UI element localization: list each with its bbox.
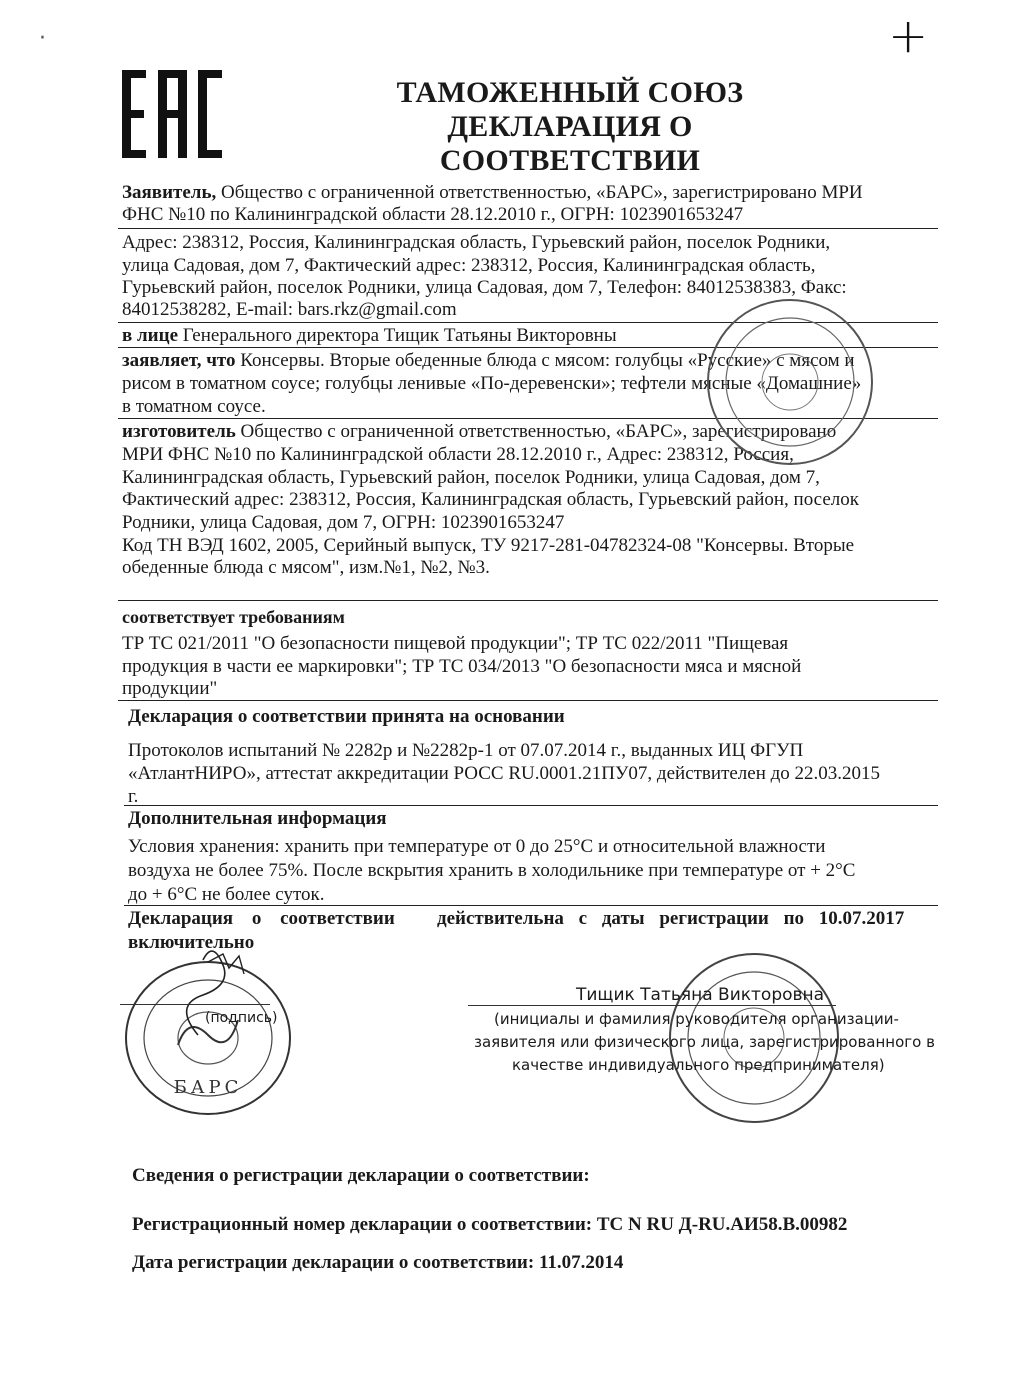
declaration-title: ДЕКЛАРАЦИЯ О СООТВЕТСТВИИ — [439, 110, 701, 177]
corner-mark: + — [888, 8, 929, 64]
signature-caption-2: заявителя или физического лица, зарегистрированного в — [474, 1033, 935, 1051]
rule — [124, 805, 938, 806]
eac-logo — [122, 70, 224, 158]
conforms-line-2: продукция в части ее маркировки"; ТР ТС 034/2013 "О безопасности мяса и мясной — [122, 656, 802, 677]
address-line-4: 84012538282, E-mail: bars.rkz@gmail.com — [122, 299, 457, 320]
declares-line-3: в томатном соусе. — [122, 396, 266, 417]
signature-caption-1: (инициалы и фамилия руководителя организации- — [494, 1010, 899, 1028]
applicant-stamp — [108, 950, 308, 1120]
rule — [118, 600, 938, 601]
product-code-line-2: обеденные блюда с мясом", изм.№1, №2, №3. — [122, 557, 490, 578]
address-line-2: улица Садовая, дом 7, Фактический адрес: 238312, Россия, Калининградская область, — [122, 255, 816, 276]
conforms-header: соответствует требованиям — [122, 607, 345, 627]
rule — [118, 228, 938, 229]
manufacturer-line-2: МРИ ФНС №10 по Калининградской области 28.12.2010 г., Адрес: 238312, Россия, — [122, 444, 794, 465]
signer-name: Тищик Татьяна Викторовна — [576, 985, 825, 1005]
validity-part-2: действительна с даты регистрации по 10.07.2017 — [437, 908, 905, 929]
declares-line-2: рисом в томатном соусе; голубцы ленивые «По-деревенски»; тефтели мясные «Домашние» — [122, 373, 862, 394]
additional-line-3: до + 6°С не более суток. — [128, 884, 325, 905]
registration-header: Сведения о регистрации декларации о соответствии: — [132, 1165, 590, 1186]
stamp-text: БАРС — [173, 1077, 243, 1098]
additional-header: Дополнительная информация — [128, 808, 387, 829]
rule — [124, 905, 938, 906]
basis-line-1: Протоколов испытаний № 2282р и №2282р-1 от 07.07.2014 г., выданных ИЦ ФГУП — [128, 740, 804, 761]
additional-line-1: Условия хранения: хранить при температуре от 0 до 25°С и относительной влажности — [128, 836, 826, 857]
applicant-line-2: ФНС №10 по Калининградской области 28.12.2010 г., ОГРН: 1023901653247 — [122, 204, 744, 225]
manufacturer-line-5: Родники, улица Садовая, дом 7, ОГРН: 1023901653247 — [122, 512, 565, 533]
applicant-stamp-top — [700, 292, 880, 472]
registration-number: Регистрационный номер декларации о соответствии: ТС N RU Д-RU.АИ58.В.00982 — [132, 1214, 848, 1235]
signature-line-left — [120, 1004, 270, 1005]
manufacturer-line-1: изготовитель Общество с ограниченной ответственностью, «БАРС», зарегистрировано — [122, 421, 837, 442]
conforms-line-1: ТР ТС 021/2011 "О безопасности пищевой продукции"; ТР ТС 022/2011 "Пищевая — [122, 633, 789, 654]
product-code-line-1: Код ТН ВЭД 1602, 2005, Серийный выпуск, ТУ 9217-281-04782324-08 "Консервы. Вторые — [122, 535, 855, 556]
conforms-line-3: продукции" — [122, 678, 218, 699]
additional-line-2: воздуха не более 75%. После вскрытия хранить в холодильнике при температуре от + 2°С — [128, 860, 856, 881]
registration-date: Дата регистрации декларации о соответствии: 11.07.2014 — [132, 1252, 624, 1273]
manufacturer-line-4: Фактический адрес: 238312, Россия, Калининградская область, Гурьевский район, поселок — [122, 489, 859, 510]
applicant-line-1: Заявитель, Общество с ограниченной ответственностью, «БАРС», зарегистрировано МРИ — [122, 182, 863, 203]
union-title: ТАМОЖЕННЫЙ СОЮЗ — [396, 76, 744, 109]
address-line-1: Адрес: 238312, Россия, Калининградская область, Гурьевский район, поселок Родники, — [122, 232, 831, 253]
address-line-3: Гурьевский район, поселок Родники, улица Садовая, дом 7, Телефон: 84012538383, Факс: — [122, 277, 847, 298]
declares-line-1: заявляет, что Консервы. Вторые обеденные блюда с мясом: голубцы «Русские» с мясом и — [122, 350, 855, 371]
signature-line-right — [468, 1005, 836, 1006]
rule — [118, 700, 938, 701]
basis-header: Декларация о соответствии принята на основании — [128, 706, 565, 727]
signature-caption-3: качестве индивидуального предпринимателя) — [512, 1056, 885, 1074]
basis-line-2: «АтлантНИРО», аттестат аккредитации РОСС RU.0001.21ПУ07, действителен до 22.03.2015 — [128, 763, 881, 784]
manufacturer-line-3: Калининградская область, Гурьевский район, поселок Родники, улица Садовая, дом 7, — [122, 467, 820, 488]
validity-part-1: Декларация о соответствии — [128, 908, 395, 929]
validity-part-3: включительно — [128, 932, 255, 953]
margin-mark: · — [39, 26, 46, 51]
person-line: в лице Генерального директора Тищик Татьяны Викторовны — [122, 325, 617, 346]
signature-caption-left: (подпись) — [205, 1010, 278, 1026]
basis-line-3: г. — [128, 786, 139, 807]
